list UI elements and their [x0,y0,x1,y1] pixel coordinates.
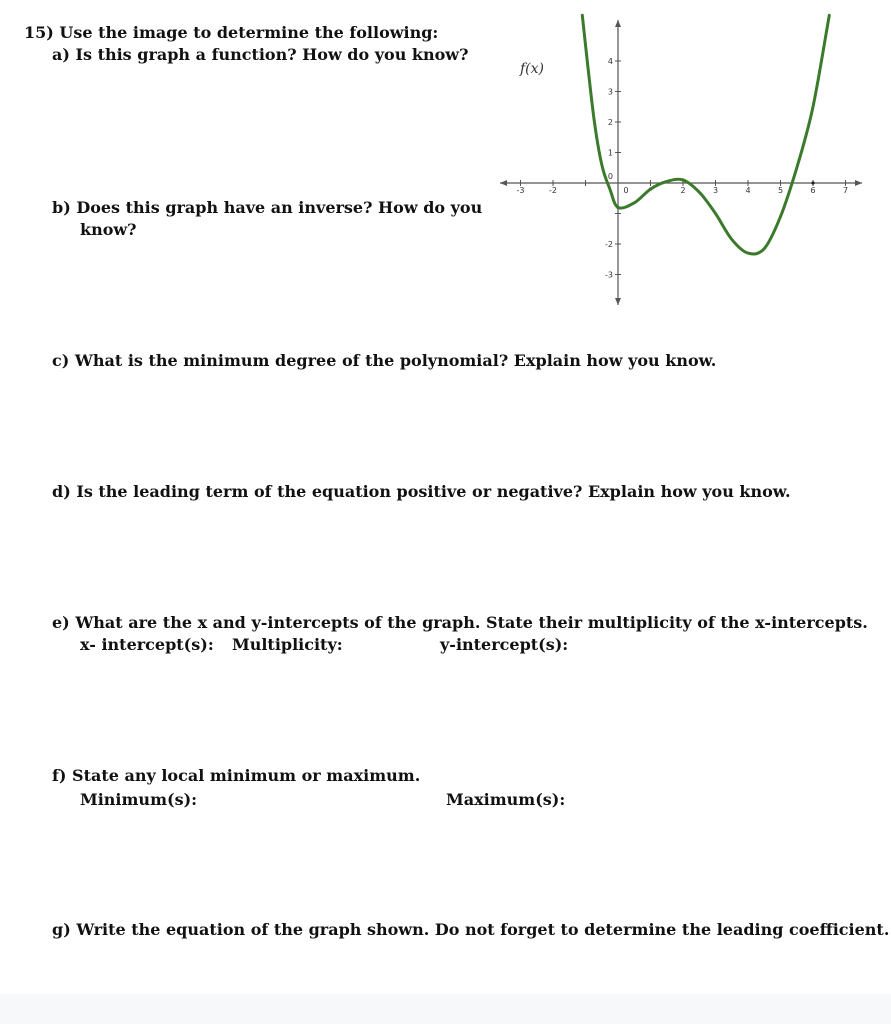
question-a: a) Is this graph a function? How do you know? [52,45,469,64]
x-tick-label: 3 [712,186,719,195]
maximums-label: Maximum(s): [446,790,566,809]
y-tick-label: -3 [605,270,613,280]
function-graph [0,0,891,340]
y-intercepts-label: y-intercept(s): [440,635,569,654]
y-axis-down-arrow [615,298,621,305]
page-bottom-shade [0,994,891,1024]
x-tick-label: 2 [680,186,686,195]
minimums-label: Minimum(s): [80,790,198,809]
question-b-line1: b) Does this graph have an inverse? How do you [52,198,483,217]
y-tick-label: 4 [607,57,613,66]
x-intercepts-label: x- intercept(s): [80,635,214,654]
question-c: c) What is the minimum degree of the polynomial? Explain how you know. [52,351,717,370]
y-tick-label: 2 [607,118,613,127]
question-d: d) Is the leading term of the equation positive or negative? Explain how you know. [52,482,791,501]
question-g: g) Write the equation of the graph shown. Do not forget to determine the leading coefficient. [52,920,890,939]
question-15-intro: 15) Use the image to determine the following: [24,23,439,42]
x-tick-label: -3 [516,186,525,195]
axes [500,20,862,305]
y-tick-label: 3 [607,87,613,97]
question-f: f) State any local minimum or maximum. [52,766,421,785]
tick-labels [517,57,849,280]
y-tick-label: -2 [605,240,613,249]
x-tick-label: 5 [777,186,784,195]
question-b-line2: know? [80,220,137,239]
y-tick-label: 1 [607,148,613,158]
x-tick-label: 7 [842,186,849,195]
function-label: f(x) [520,61,545,77]
y-tick-label: 0 [607,172,613,181]
x-tick-label: 0 [623,186,629,195]
x-tick-label: -2 [549,186,557,195]
multiplicity-label: Multiplicity: [232,635,343,654]
function-curve [582,15,829,254]
question-e: e) What are the x and y-intercepts of the graph. State their multiplicity of the x-intercepts. [52,613,868,632]
x-tick-label: 6 [810,186,816,195]
curve-point [811,181,814,184]
x-axis-left-arrow [500,180,507,186]
x-tick-label: 4 [745,186,751,195]
x-axis-right-arrow [855,180,862,186]
y-axis-up-arrow [615,20,621,27]
